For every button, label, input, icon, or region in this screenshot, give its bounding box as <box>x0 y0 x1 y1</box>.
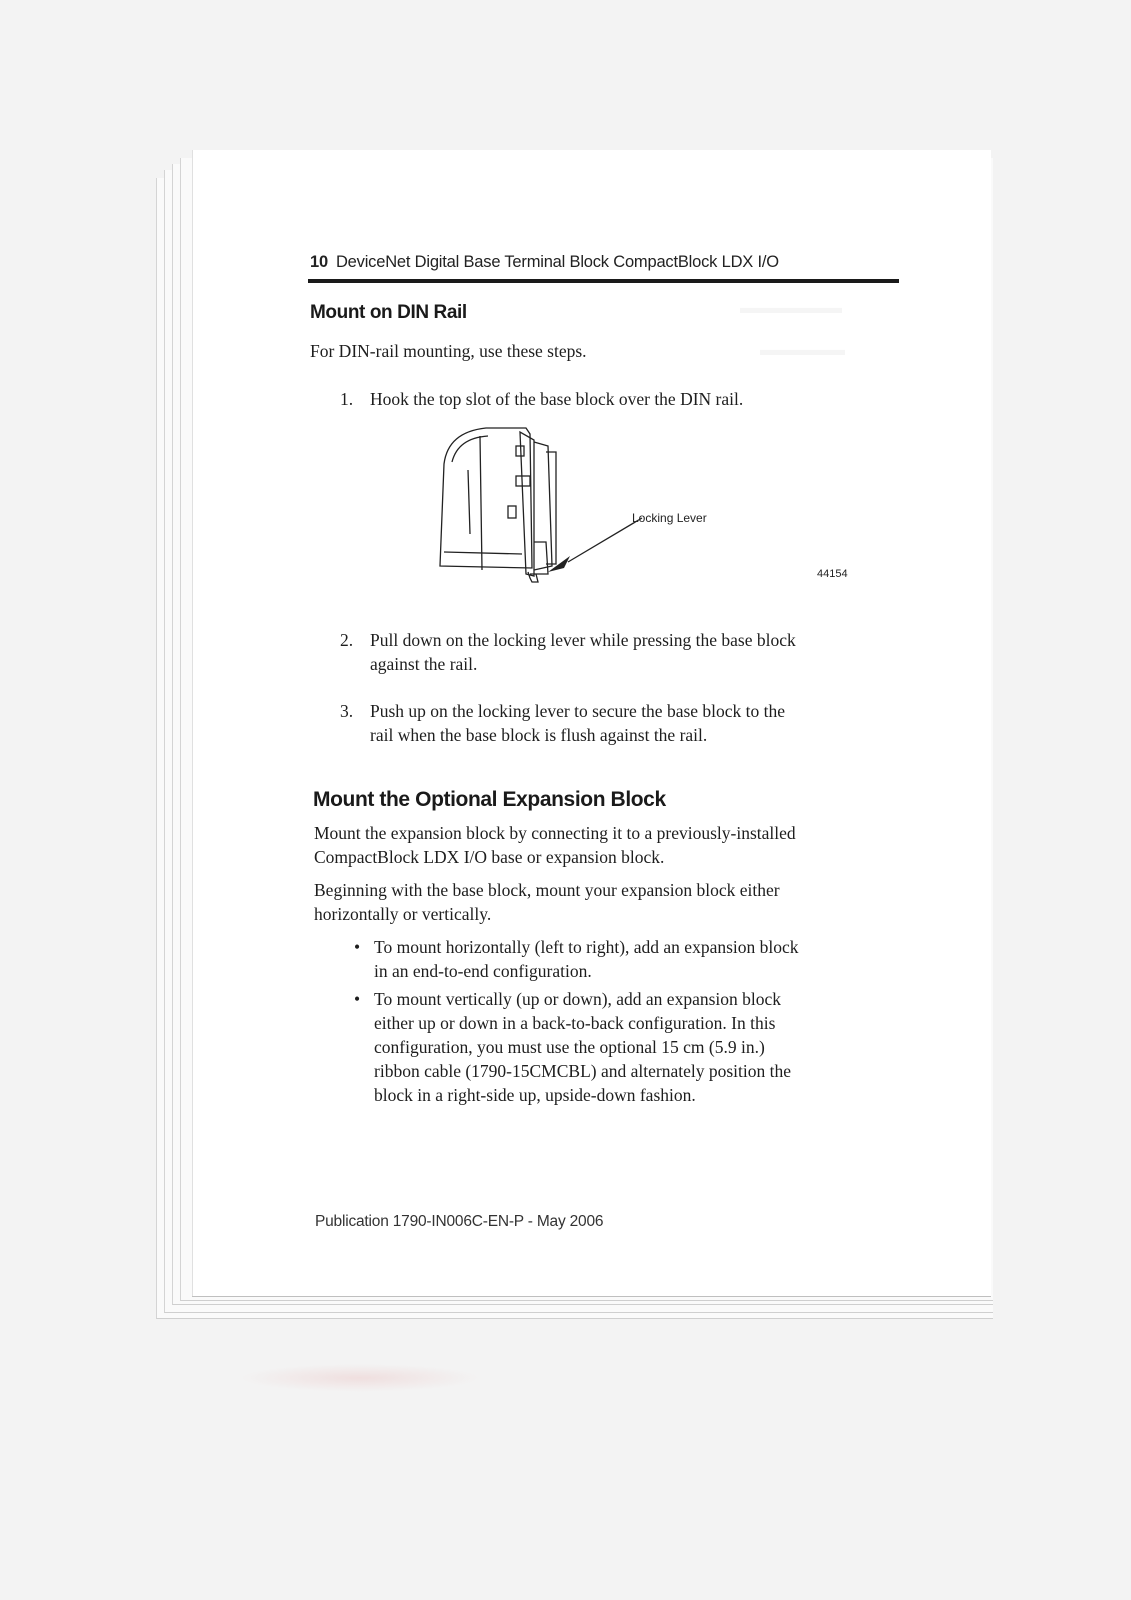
step-2 <box>340 628 900 678</box>
step-number: 2. <box>340 630 354 650</box>
bullet-line: in an end-to-end configuration. <box>374 961 592 981</box>
bullet-line: either up or down in a back-to-back configuration. In this <box>374 1013 776 1033</box>
bullet-text <box>374 987 791 1107</box>
block-slot-middle <box>516 476 530 486</box>
step-text-line: against the rail. <box>370 654 478 674</box>
step-text: Hook the top slot of the base block over the DIN rail. <box>370 389 744 409</box>
expansion-para-2 <box>314 878 904 926</box>
locking-lever-callout: Locking Lever <box>632 511 707 525</box>
running-header <box>310 253 900 272</box>
block-bottom-line <box>444 552 522 554</box>
block-front-face <box>480 432 534 576</box>
block-side-rib <box>534 442 552 570</box>
step-text-line: Push up on the locking lever to secure the base block to the <box>370 701 786 721</box>
paragraph-line: horizontally or vertically. <box>314 904 492 924</box>
callout-leader <box>568 518 642 562</box>
din-rail-intro: For DIN-rail mounting, use these steps. <box>310 341 587 361</box>
bullet-text <box>374 935 799 983</box>
bullet-marker: • <box>354 989 361 1009</box>
bullet-line: To mount vertically (up or down), add an expansion block <box>374 989 782 1009</box>
step-text <box>370 628 796 676</box>
running-header-title: DeviceNet Digital Base Terminal Block CompactBlock LDX I/O <box>335 253 779 271</box>
bullet-line: configuration, you must use the optional 15 cm (5.9 in.) <box>374 1037 765 1057</box>
bullet-line: block in a right-side up, upside-down fashion. <box>374 1085 696 1105</box>
paragraph-line: CompactBlock LDX I/O base or expansion block. <box>314 847 665 867</box>
bullet-horizontal <box>354 935 914 985</box>
bullet-line: To mount horizontally (left to right), add an expansion block <box>374 937 799 957</box>
step-number: 3. <box>340 701 354 721</box>
show-through-text: ▬▬▬▬▬▬ <box>740 298 842 317</box>
paragraph-line: Beginning with the base block, mount your expansion block either <box>314 880 780 900</box>
publication-footer: Publication 1790-IN006C-EN-P - May 2006 <box>315 1213 604 1230</box>
bullet-line: ribbon cable (1790-15CMCBL) and alternately position the <box>374 1061 791 1081</box>
section-heading-din-rail: Mount on DIN Rail <box>310 302 467 323</box>
step-text-line: rail when the base block is flush against the rail. <box>370 725 708 745</box>
show-through-text: ▬▬▬▬▬ <box>760 340 845 359</box>
expansion-para-1 <box>314 821 904 869</box>
block-left-seam <box>468 470 470 534</box>
step-1 <box>340 387 880 413</box>
block-slot-lower <box>508 506 516 518</box>
block-top-curve <box>452 436 488 462</box>
step-text <box>370 699 785 747</box>
step-3 <box>340 699 900 749</box>
step-number: 1. <box>340 389 354 409</box>
bullet-marker: • <box>354 937 361 957</box>
block-housing <box>440 428 532 568</box>
step-text-line: Pull down on the locking lever while pressing the base block <box>370 630 796 650</box>
bullet-vertical <box>354 987 914 1111</box>
section-heading-expansion: Mount the Optional Expansion Block <box>313 788 666 811</box>
figure-id: 44154 <box>817 568 848 580</box>
block-slot-upper <box>516 446 524 456</box>
page-number: 10 <box>310 253 328 271</box>
header-rule <box>308 279 899 283</box>
paper-stain <box>240 1364 480 1392</box>
paragraph-line: Mount the expansion block by connecting it to a previously-installed <box>314 823 796 843</box>
